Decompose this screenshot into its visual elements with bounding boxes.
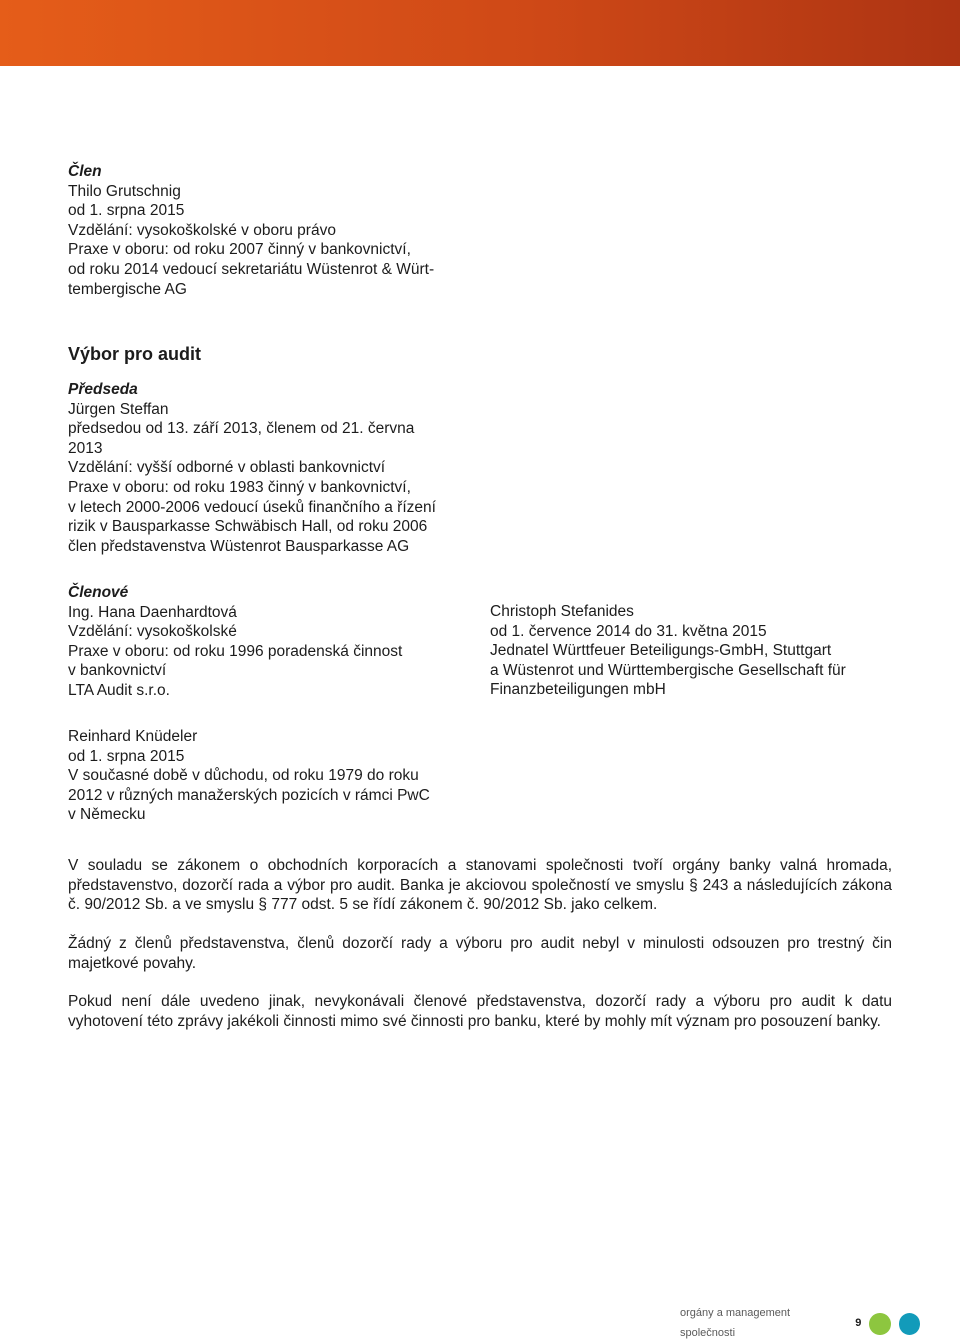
member-third-line: Reinhard Knüdeler — [68, 728, 198, 745]
chair-line: předsedou od 13. září 2013, členem od 21. června — [68, 420, 415, 438]
member-right-line: a Wüstenrot und Württembergische Gesellschaft für — [490, 661, 846, 679]
member-line: Thilo Grutschnig — [68, 182, 181, 200]
member-left-line: Vzdělání: vysokoškolské — [68, 623, 237, 641]
member-left-line: LTA Audit s.r.o. — [68, 681, 170, 699]
member-line: Vzdělání: vysokoškolské v oboru právo — [68, 221, 336, 239]
audit-members-left — [68, 583, 402, 701]
member-line: od roku 2014 vedoucí sekretariátu Wüstenrot & Würt- — [68, 260, 435, 278]
member-third-line: v Německu — [68, 806, 146, 824]
member-right-line: Jednatel Württfeuer Beteiligungs-GmbH, Stuttgart — [490, 642, 832, 660]
member-left-line: Praxe v oboru: od roku 1996 poradenská činnost — [68, 642, 403, 660]
chair-line: v letech 2000-2006 vedoucí úseků finančního a řízení — [68, 498, 436, 516]
audit-member-third — [68, 727, 430, 825]
member-line: Praxe v oboru: od roku 2007 činný v bankovnictví, — [68, 241, 411, 259]
member-line: od 1. srpna 2015 — [68, 202, 185, 220]
member-third-line: od 1. srpna 2015 — [68, 747, 185, 765]
member-left-line: Ing. Hana Daenhardtová — [68, 603, 237, 621]
member-section — [68, 162, 434, 299]
audit-member-right — [490, 602, 846, 700]
page-number: 9 — [855, 1317, 862, 1330]
member-right-line: Christoph Stefanides — [490, 603, 634, 620]
page-footer — [680, 1307, 920, 1339]
chair-line: rizik v Bausparkasse Schwäbisch Hall, od roku 2006 — [68, 518, 428, 536]
green-circle-icon — [869, 1313, 890, 1335]
member-right-line: Finanzbeteiligungen mbH — [490, 681, 666, 699]
audit-committee-title: Výbor pro audit — [68, 344, 202, 364]
chair-line: člen představenstva Wüstenrot Bausparkasse AG — [68, 537, 410, 555]
chair-line: 2013 — [68, 439, 103, 457]
teal-circle-icon — [899, 1313, 920, 1335]
chair-role-heading: Předseda — [68, 381, 138, 398]
member-left-line: v bankovnictví — [68, 662, 167, 680]
member-role-heading: Člen — [68, 163, 102, 180]
audit-chair-block — [68, 380, 436, 556]
member-line: tembergische AG — [68, 280, 187, 298]
member-right-line: od 1. července 2014 do 31. května 2015 — [490, 622, 767, 640]
chair-line: Jürgen Steffan — [68, 400, 169, 418]
body-paragraph: Pokud není dále uvedeno jinak, nevykonávali členové představenstva, dozorčí rady a výboru pro audit k datu vyhotovení této zprávy jakékoli činnosti mimo své činnosti pro banku, které by mohly mít význam pro posouzení banky. — [68, 993, 892, 1030]
member-third-line: 2012 v různých manažerských pozicích v rámci PwC — [68, 786, 430, 804]
members-role-heading: Členové — [68, 584, 129, 601]
member-third-line: V současné době v důchodu, od roku 1979 do roku — [68, 767, 419, 785]
footer-section-label: orgány a management společnosti — [680, 1307, 791, 1339]
body-paragraph: V souladu se zákonem o obchodních korporacích a stanovami společnosti tvoří orgány banky valná hromada, představenstvo, dozorčí rada a výbor pro audit. Banka je akciovou společností ve smyslu § 243 a následujících zákona č. 90/2012 Sb. a ve smyslu § 777 odst. 5 se řídí zákonem č. 90/2012 Sb. jako celkem. — [68, 857, 892, 914]
chair-line: Praxe v oboru: od roku 1983 činný v bankovnictví, — [68, 478, 411, 496]
chair-line: Vzdělání: vyšší odborné v oblasti bankovnictví — [68, 459, 386, 477]
body-paragraph: Žádný z členů představenstva, členů dozorčí rady a výboru pro audit nebyl v minulosti odsouzen pro trestný čin majetkové povahy. — [68, 935, 892, 972]
top-color-band — [0, 0, 960, 66]
